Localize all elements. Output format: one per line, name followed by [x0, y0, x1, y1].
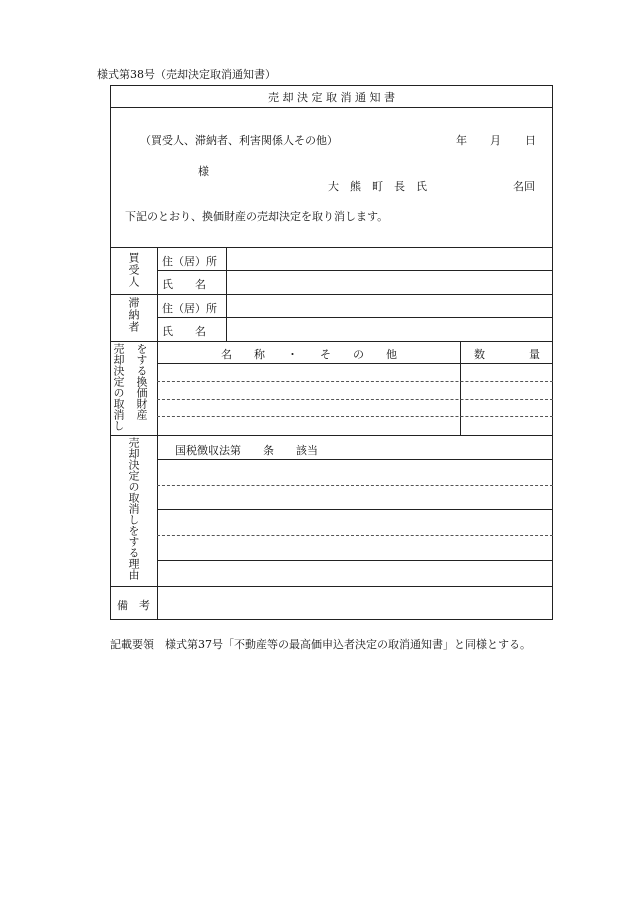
date-day: 日 [525, 134, 536, 147]
delinquent-name-label: 氏 名 [162, 325, 206, 338]
seal-mark: 名回 [513, 180, 535, 193]
date-month: 月 [490, 134, 501, 147]
buyer-name-label: 氏 名 [162, 278, 206, 291]
form-number: 様式第38号（売却決定取消通知書） [97, 68, 276, 81]
delinquent-name-field[interactable] [230, 323, 548, 337]
property-col-name: 名 称 ・ そ の 他 [221, 348, 397, 361]
recipient-line: （買受人、滞納者、利害関係人その他） [140, 134, 338, 147]
buyer-address-field[interactable] [230, 253, 548, 267]
property-row[interactable] [157, 381, 553, 382]
intro-text: 下記のとおり、換価財産の売却決定を取り消します。 [125, 210, 389, 223]
buyer-address-label: 住（居）所 [162, 255, 217, 268]
delinquent-label: 滞納者 [127, 297, 140, 333]
property-label-sub: をする換価財産 [135, 343, 148, 420]
delinquent-address-label: 住（居）所 [162, 302, 217, 315]
issuer-name: 大 熊 町 長 氏 [328, 180, 427, 193]
date-year: 年 [456, 134, 467, 147]
form-title: 売 却 決 定 取 消 通 知 書 [268, 91, 395, 104]
buyer-label: 買受人 [127, 252, 140, 288]
sama-label: 様 [198, 165, 209, 178]
property-row[interactable] [157, 399, 553, 400]
remarks-label: 備 考 [117, 599, 150, 612]
property-row[interactable] [157, 416, 553, 417]
property-label-main: 売却決定の取消し [112, 343, 125, 431]
remarks-field[interactable] [162, 592, 548, 614]
reason-line[interactable] [157, 485, 553, 486]
property-col-quantity: 数 量 [474, 348, 540, 361]
reason-label: 売却決定の取消しをする理由 [127, 437, 140, 580]
filling-note: 記載要領 様式第37号「不動産等の最高価申込者決定の取消通知書」と同様とする。 [110, 638, 531, 651]
buyer-name-field[interactable] [230, 276, 548, 290]
delinquent-address-field[interactable] [230, 300, 548, 314]
reason-line[interactable] [157, 535, 553, 536]
law-reference: 国税徴収法第 条 該当 [175, 444, 318, 457]
